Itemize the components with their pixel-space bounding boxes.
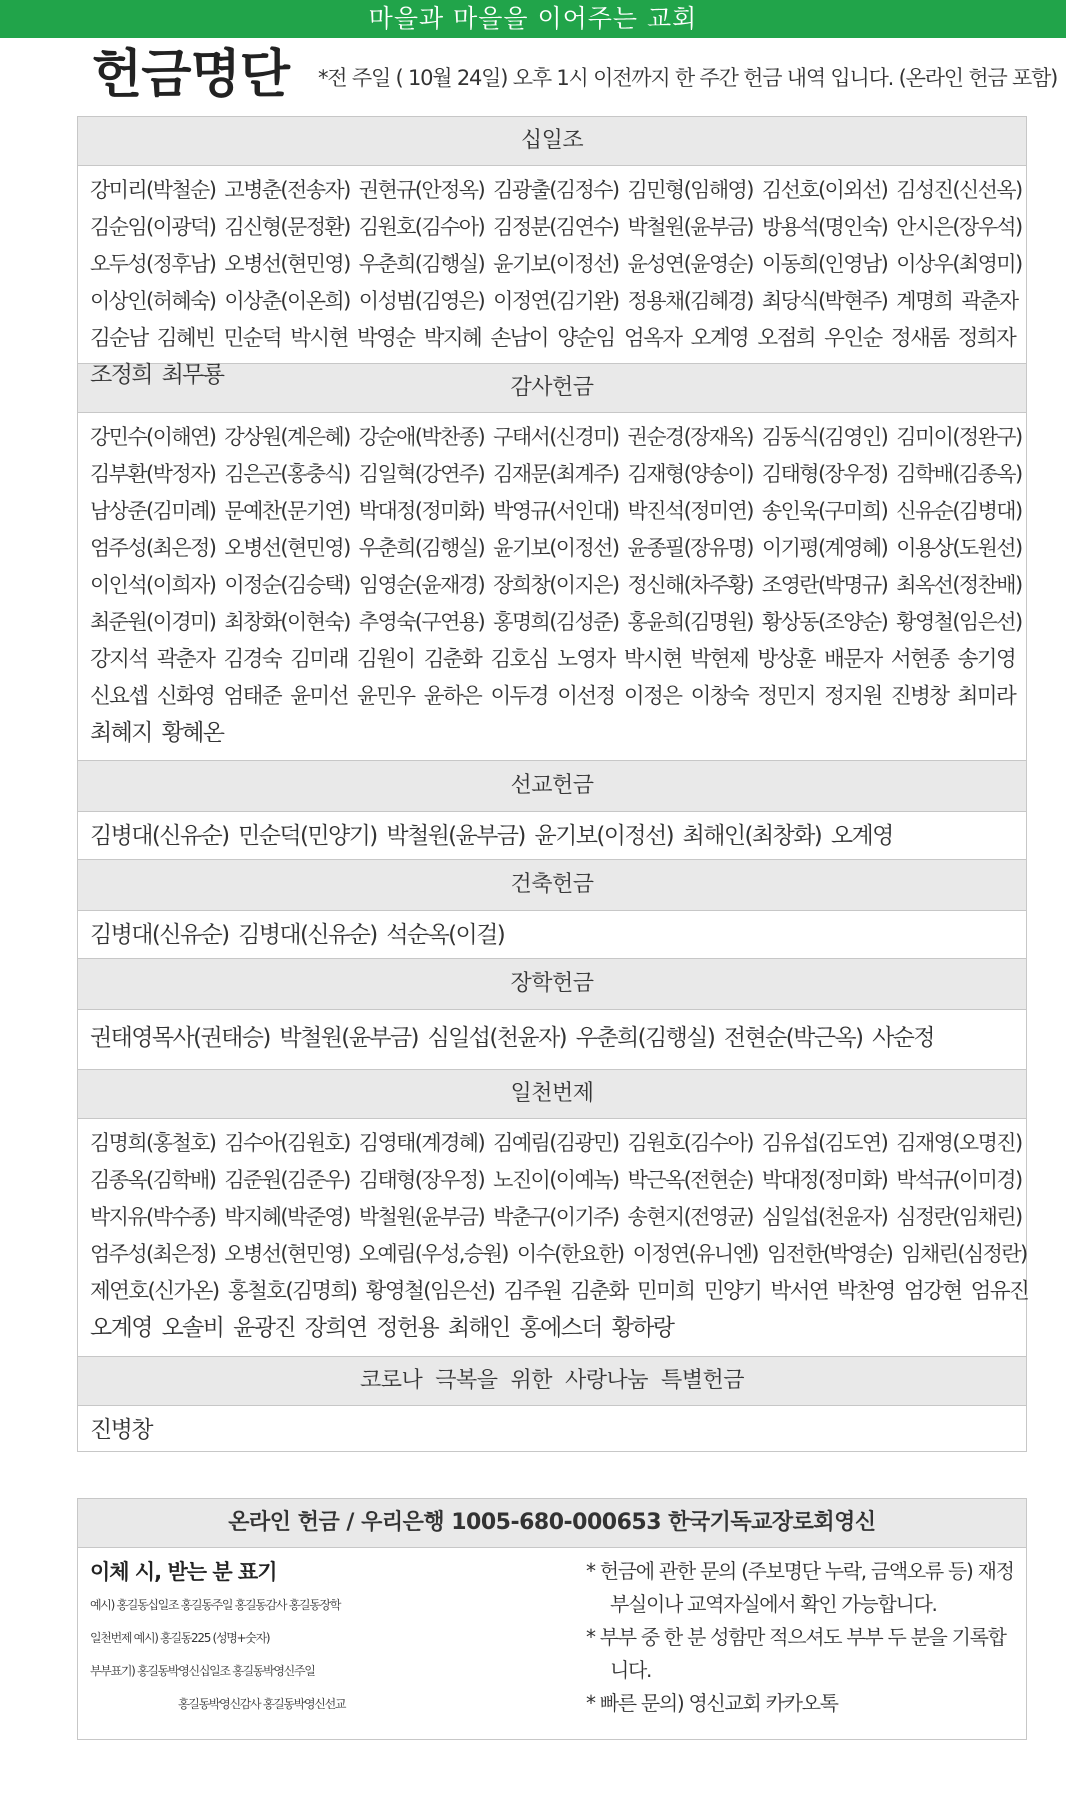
section-title: 장학헌금: [78, 959, 1026, 1010]
section-title: 십일조: [78, 117, 1026, 166]
section-title: 코로나 극복을 위한 사랑나눔 특별헌금: [78, 1357, 1026, 1406]
section-body: [78, 911, 1026, 959]
note-item: * 헌금에 관한 문의 (주보명단 누락, 금액오류 등) 재정부실이나 교역자실에서 확인 가능합니다.: [586, 1559, 1014, 1616]
name-line: 신요셉 신화영 엄태준 윤미선 윤민우 윤하은 이두경 이선정 이정은 이창숙 정민지 정지원 진병창 최미라: [90, 684, 1016, 709]
offering-board: [77, 116, 1027, 1452]
transfer-subheading: 이체 시, 받는 분 표기: [90, 1560, 277, 1584]
name-line: 이상인(허혜숙) 이상춘(이온희) 이성범(김영은) 이정연(김기완) 정용채(김혜경) 최당식(박현주) 계명희 곽춘자: [90, 289, 1018, 313]
example-line: 예시) 홍길동십일조 홍길동주일 홍길동감사 홍길동장학: [90, 1598, 341, 1612]
name-line: 강지석 곽춘자 김경숙 김미래 김원이 김춘화 김호심 노영자 박시현 박현제 방상훈 배문자 서현종 송기영: [90, 647, 1016, 672]
example-line: 홍길동박영신감사 홍길동박영신선교: [178, 1697, 346, 1711]
section-title: 건축헌금: [78, 860, 1026, 911]
transfer-instructions: [90, 1555, 570, 1721]
name-line: 진병창: [90, 1417, 152, 1443]
online-offering-box: [77, 1498, 1027, 1740]
name-line: 김명희(홍철호) 김수아(김원호) 김영태(계경혜) 김예림(김광민) 김원호(김수아) 김유섭(김도연) 김재영(오명진): [90, 1131, 1022, 1155]
name-line: 오두성(정후남) 오병선(현민영) 우춘희(김행실) 윤기보(이정선) 윤성연(윤영순) 이동희(인영남) 이상우(최영미): [90, 252, 1022, 276]
section-thanks: [78, 364, 1026, 761]
name-line: 권태영목사(권태승) 박철원(윤부금) 심일섭(천윤자) 우춘희(김행실) 전현순(박근옥) 사순정: [90, 1025, 934, 1051]
note-item: * 부부 중 한 분 성함만 적으셔도 부부 두 분을 기록합니다.: [586, 1625, 1006, 1682]
name-line: 김병대(신유순) 민순덕(민양기) 박철원(윤부금) 윤기보(이정선) 최해인(최창화) 오계영: [90, 823, 893, 849]
name-line: 오계영 오솔비 윤광진 장희연 정헌용 최해인 홍에스더 황하랑: [90, 1315, 674, 1341]
section-body: [78, 1406, 1026, 1452]
top-banner: 마을과 마을을 이어주는 교회: [0, 0, 1066, 38]
section-building: [78, 860, 1026, 959]
name-line: 김병대(신유순) 김병대(신유순) 석순옥(이걸): [90, 922, 505, 948]
section-body: [78, 413, 1026, 761]
name-line: 이인석(이희자) 이정순(김승택) 임영순(윤재경) 장희창(이지은) 정신해(차주황) 조영란(박명규) 최옥선(정찬배): [90, 573, 1022, 597]
name-line: 남상준(김미례) 문예찬(문기연) 박대정(정미화) 박영규(서인대) 박진석(정미연) 송인욱(구미희) 신유순(김병대): [90, 499, 1022, 523]
example-line: 부부표기) 홍길동박영신십일조 홍길동박영신주일: [90, 1664, 315, 1678]
name-line: 엄주성(최은정) 오병선(현민영) 우춘희(김행실) 윤기보(이정선) 윤종필(장유명) 이기평(계영혜) 이용상(도원선): [90, 536, 1022, 560]
name-line: 김종옥(김학배) 김준원(김준우) 김태형(장우정) 노진이(이예녹) 박근옥(전현순) 박대정(정미화) 박석규(이미경): [90, 1168, 1022, 1192]
section-body: [78, 812, 1026, 860]
section-thousand: [78, 1070, 1029, 1357]
name-line: 강미리(박철순) 고병춘(전송자) 권현규(안정옥) 김광출(김정수) 김민형(임해영) 김선호(이외선) 김성진(신선옥): [90, 178, 1022, 202]
section-title: 선교헌금: [78, 761, 1026, 812]
name-line: 조정희 최무룡: [90, 362, 224, 388]
note-item: * 빠른 문의) 영신교회 카카오톡: [586, 1691, 838, 1715]
name-line: 최준원(이경미) 최창화(이현숙) 추영숙(구연용) 홍명희(김성준) 홍윤희(김명원) 황상동(조양순) 황영철(임은선): [90, 610, 1022, 634]
inquiry-notes: [586, 1555, 1016, 1720]
page-title: 헌금명단: [92, 45, 289, 105]
section-corona: [78, 1357, 1026, 1452]
date-note: *전 주일 ( 10월 24일) 오후 1시 이전까지 한 주간 헌금 내역 입니다. (온라인 헌금 포함): [318, 66, 1058, 90]
section-body: [78, 1119, 1029, 1357]
section-mission: [78, 761, 1026, 860]
example-line: 일천번제 예시) 홍길동225 (성명+숫자): [90, 1631, 270, 1645]
name-line: 김순남 김혜빈 민순덕 박시현 박영순 박지혜 손남이 양순임 엄옥자 오계영 오점희 우인순 정새롬 정희자: [90, 326, 1016, 351]
section-body: [78, 1010, 1026, 1070]
name-line: 김부환(박정자) 김은곤(홍충식) 김일혁(강연주) 김재문(최계주) 김재형(양송이) 김태형(장우정) 김학배(김종옥): [90, 462, 1022, 486]
name-line: 박지유(박수종) 박지혜(박준영) 박철원(윤부금) 박춘구(이기주) 송현지(전영균) 심일섭(천윤자) 심정란(임채린): [90, 1205, 1022, 1229]
name-line: 제연호(신가온) 홍철호(김명희) 황영철(임은선) 김주원 김춘화 민미희 민양기 박서연 박찬영 엄강현 엄유진: [90, 1279, 1029, 1304]
name-line: 강민수(이해연) 강상원(계은혜) 강순애(박찬종) 구태서(신경미) 권순경(장재옥) 김동식(김영인) 김미이(정완구): [90, 425, 1022, 449]
section-title: 일천번제: [78, 1070, 1026, 1119]
section-title: 감사헌금: [78, 364, 1026, 413]
name-line: 최혜지 황혜온: [90, 720, 224, 746]
name-line: 김순임(이광덕) 김신형(문정환) 김원호(김수아) 김정분(김연수) 박철원(윤부금) 방용석(명인숙) 안시은(장우석): [90, 215, 1022, 239]
bank-account-header: 온라인 헌금 / 우리은행 1005-680-000653 한국기독교장로회영신: [78, 1499, 1026, 1548]
name-line: 엄주성(최은정) 오병선(현민영) 오예림(우성,승원) 이수(한요한) 이정연(유니엔) 임전한(박영순) 임채린(심정란): [90, 1242, 1027, 1266]
section-scholarship: [78, 959, 1026, 1070]
